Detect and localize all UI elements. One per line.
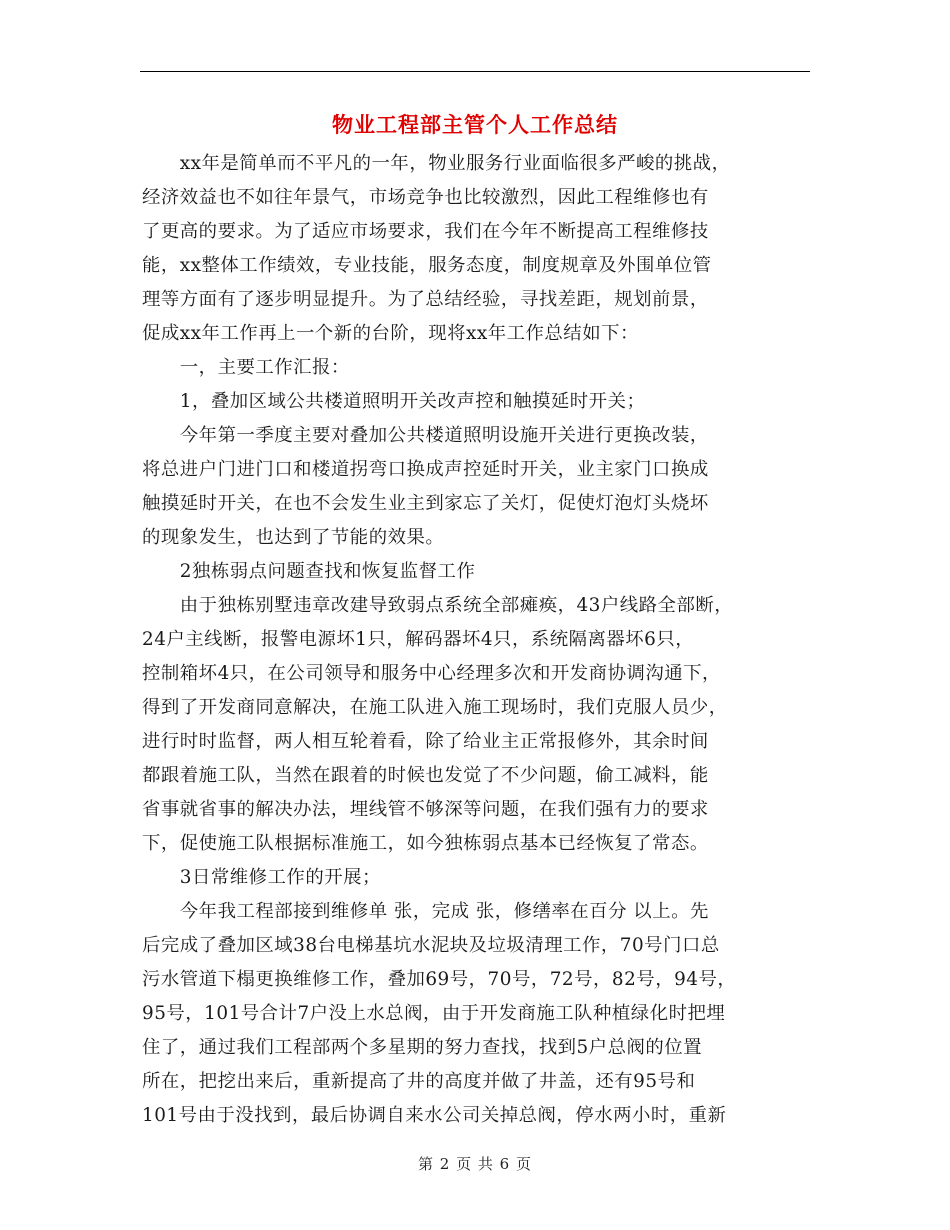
body-line: 今年我工程部接到维修单 张，完成 张，修缮率在百分 以上。先: [142, 901, 709, 922]
body-line: 的现象发生，也达到了节能的效果。: [142, 527, 445, 548]
body-line: xx年是简单而不平凡的一年，物业服务行业面临很多严峻的挑战，: [142, 153, 731, 174]
body-line: 由于独栋别墅违章改建导致弱点系统全部瘫痪，43户线路全部断，: [142, 595, 734, 616]
body-line: 后完成了叠加区域38台电梯基坑水泥块及垃圾清理工作，70号门口总: [142, 935, 720, 956]
body-line: 下，促使施工队根据标准施工，如今独栋弱点基本已经恢复了常态。: [142, 833, 709, 854]
body-line: 101号由于没找到，最后协调自来水公司关掉总阀，停水两小时，重新: [142, 1105, 727, 1126]
body-line: 触摸延时开关，在也不会发生业主到家忘了关灯，促使灯泡灯头烧坏: [142, 493, 709, 514]
document-body: [142, 147, 812, 1133]
body-line: 能，xx整体工作绩效，专业技能，服务态度，制度规章及外围单位管: [142, 255, 712, 276]
body-line: 了更高的要求。为了适应市场要求，我们在今年不断提高工程维修技: [142, 221, 709, 242]
item-heading: 1，叠加区域公共楼道照明开关改声控和触摸延时开关；: [142, 391, 646, 412]
body-line: 24户主线断，报警电源坏1只，解码器坏4只，系统隔离器坏6只，: [142, 629, 695, 650]
item-heading: 2独栋弱点问题查找和恢复监督工作: [142, 561, 476, 582]
body-line: 住了，通过我们工程部两个多星期的努力查找，找到5户总阀的位置: [142, 1037, 703, 1058]
body-line: 促成xx年工作再上一个新的台阶，现将xx年工作总结如下：: [142, 323, 639, 344]
body-line: 经济效益也不如往年景气，市场竞争也比较激烈，因此工程维修也有: [142, 187, 709, 208]
item-heading: 3日常维修工作的开展；: [142, 867, 381, 888]
body-line: 都跟着施工队，当然在跟着的时候也发觉了不少问题，偷工减料，能: [142, 765, 709, 786]
body-line: 95号，101号合计7户没上水总阀，由于开发商施工队种植绿化时把埋: [142, 1003, 726, 1024]
body-line: 理等方面有了逐步明显提升。为了总结经验，寻找差距，规划前景，: [142, 289, 709, 310]
body-line: 控制箱坏4只，在公司领导和服务中心经理多次和开发商协调沟通下，: [142, 663, 721, 684]
body-line: 污水管道下榻更换维修工作，叠加69号，70号，72号，82号，94号，: [142, 969, 737, 990]
section-heading: 一，主要工作汇报：: [142, 357, 350, 378]
body-line: 所在，把挖出来后，重新提高了井的高度并做了井盖，还有95号和: [142, 1071, 696, 1092]
header-rule: [140, 71, 810, 72]
page-number: 第 2 页 共 6 页: [418, 1155, 532, 1173]
body-line: 省事就省事的解决办法，埋线管不够深等问题，在我们强有力的要求: [142, 799, 709, 820]
body-line: 进行时时监督，两人相互轮着看，除了给业主正常报修外，其余时间: [142, 731, 709, 752]
document-title: 物业工程部主管个人工作总结: [332, 112, 618, 137]
body-line: 得到了开发商同意解决，在施工队进入施工现场时，我们克服人员少，: [142, 697, 728, 718]
body-line: 今年第一季度主要对叠加公共楼道照明设施开关进行更换改装，: [142, 425, 709, 446]
body-line: 将总进户门进门口和楼道拐弯口换成声控延时开关，业主家门口换成: [142, 459, 709, 480]
